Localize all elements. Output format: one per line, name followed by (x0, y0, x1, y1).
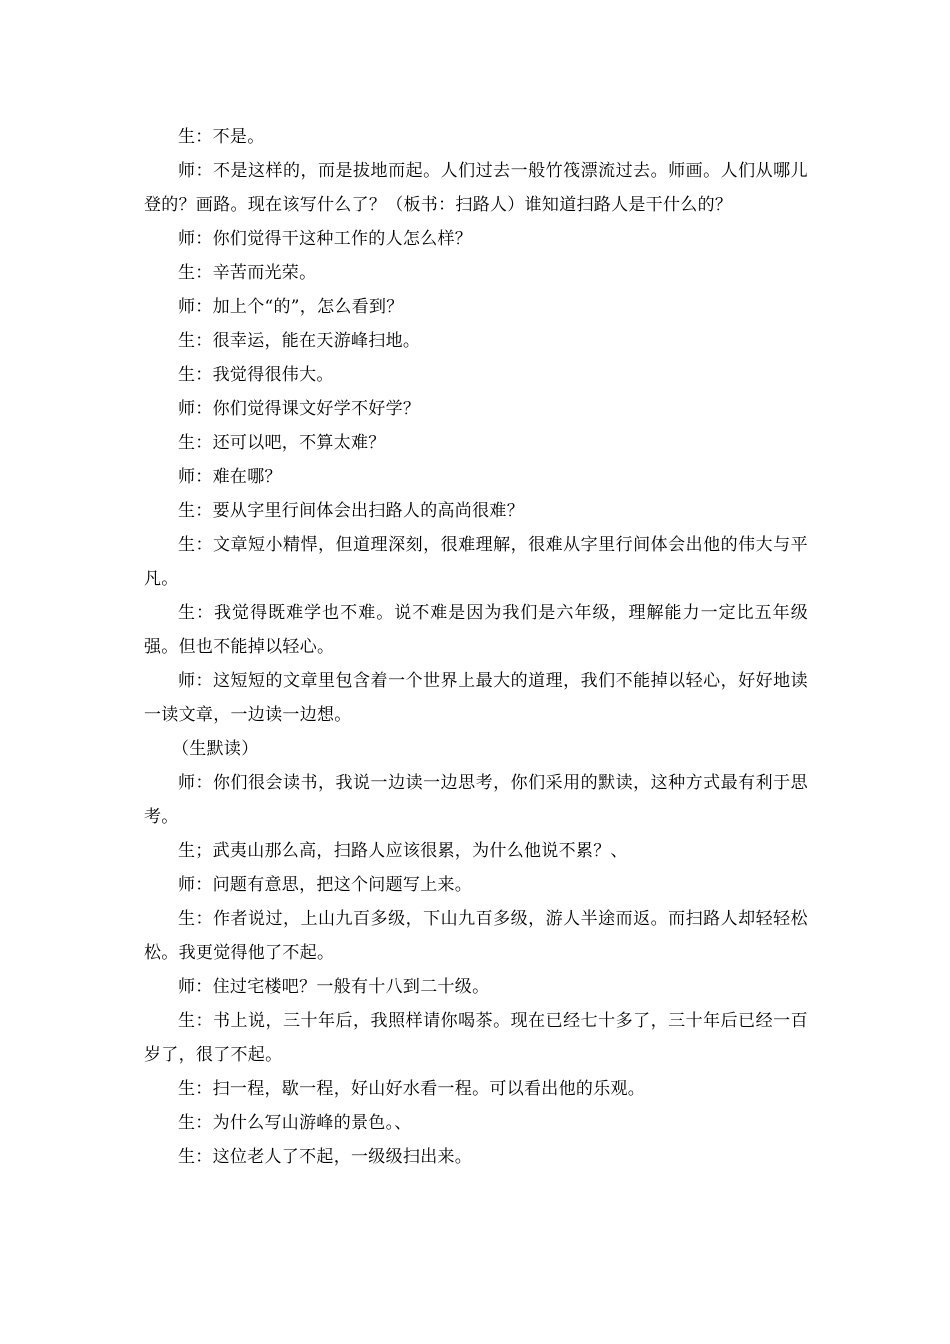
paragraph: 生：作者说过，上山九百多级，下山九百多级，游人半途而返。而扫路人却轻轻松松。我更觉得他了不起。 (144, 909, 808, 963)
paragraph: 生：我觉得既难学也不难。说不难是因为我们是六年级，理解能力一定比五年级强。但也不能掉以轻心。 (144, 603, 808, 657)
paragraph: 师：加上个“的”，怎么看到？ (178, 297, 404, 317)
paragraph: 师：这短短的文章里包含着一个世界上最大的道理，我们不能掉以轻心，好好地读一读文章，一边读一边想。 (144, 671, 808, 725)
paragraph: 生；武夷山那么高，扫路人应该很累，为什么他说不累？、 (178, 841, 628, 861)
paragraph: 师：你们觉得课文好学不好学？ (178, 399, 421, 419)
paragraph: 生：我觉得很伟大。 (178, 365, 334, 385)
stage-direction: （生默读） (172, 739, 259, 759)
paragraph: 生：很幸运，能在天游峰扫地。 (178, 331, 421, 351)
paragraph: 师：住过宅楼吧？一般有十八到二十级。 (178, 977, 490, 997)
paragraph: 师：不是这样的，而是拔地而起。人们过去一般竹筏漂流过去。师画。人们从哪儿登的？画路。现在该写什么了？（板书：扫路人）谁知道扫路人是干什么的？ (144, 161, 808, 215)
paragraph: 师：你们很会读书，我说一边读一边思考，你们采用的默读，这种方式最有利于思考。 (144, 773, 808, 827)
paragraph: 生：文章短小精悍，但道理深刻，很难理解，很难从字里行间体会出他的伟大与平凡。 (144, 535, 808, 589)
paragraph: 师：你们觉得干这种工作的人怎么样？ (178, 229, 473, 249)
paragraph: 生：还可以吧，不算太难？ (178, 433, 386, 453)
paragraph: 生：要从字里行间体会出扫路人的高尚很难？ (178, 501, 524, 521)
paragraph: 师：难在哪？ (178, 467, 282, 487)
paragraph: 生：扫一程，歇一程，好山好水看一程。可以看出他的乐观。 (178, 1079, 646, 1099)
paragraph: 生：不是。 (178, 127, 265, 147)
document-page (144, 120, 808, 1174)
paragraph: 师：问题有意思，把这个问题写上来。 (178, 875, 473, 895)
paragraph: 生：为什么写山游峰的景色。、 (178, 1113, 412, 1133)
paragraph: 生：辛苦而光荣。 (178, 263, 317, 283)
paragraph: 生：这位老人了不起，一级级扫出来。 (178, 1147, 473, 1167)
paragraph: 生：书上说，三十年后，我照样请你喝茶。现在已经七十多了，三十年后已经一百岁了，很了不起。 (144, 1011, 808, 1065)
